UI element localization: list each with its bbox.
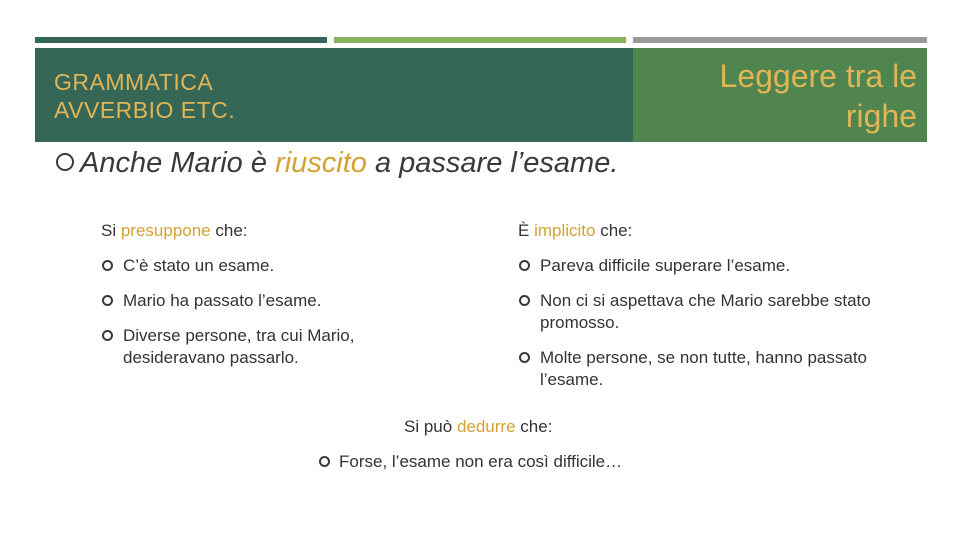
ring-bullet-icon <box>102 260 113 271</box>
ring-bullet-icon <box>519 352 530 363</box>
ring-bullet-icon <box>102 330 113 341</box>
heading-keyword: dedurre <box>456 417 516 436</box>
sentence-rest: a passare l’esame. <box>366 147 619 179</box>
list-item-text: Mario ha passato l’esame. <box>123 291 322 310</box>
slide-title <box>54 68 235 124</box>
accent-bar-gray <box>633 37 927 43</box>
title-line-1: GRAMMATICA <box>54 69 214 95</box>
list-item <box>518 290 888 334</box>
list-item <box>101 255 421 277</box>
subtitle-line-2: righe <box>845 98 917 134</box>
heading-suffix: che: <box>210 221 248 240</box>
deduction-heading <box>404 416 738 438</box>
accent-bar-dark-green <box>35 37 327 43</box>
ring-bullet-icon <box>102 295 113 306</box>
list-item-text: Forse, l’esame non era così difficile… <box>339 452 623 471</box>
list-item <box>318 451 738 473</box>
list-item <box>518 255 888 277</box>
heading-prefix: Si può <box>404 417 457 436</box>
list-item <box>518 347 888 391</box>
heading-keyword: implicito <box>534 221 596 240</box>
title-block <box>35 48 633 142</box>
list-item-text: Pareva difficile superare l’esame. <box>540 256 791 275</box>
implication-column <box>518 220 888 404</box>
subtitle-block <box>633 48 927 142</box>
list-item-text: Diverse persone, tra cui Mario, desideravano passarlo. <box>123 326 355 367</box>
presupposition-heading <box>101 220 421 242</box>
list-item-text: C’è stato un esame. <box>123 256 275 275</box>
ring-bullet-icon <box>56 153 74 171</box>
heading-prefix: È <box>518 221 535 240</box>
implication-heading <box>518 220 888 242</box>
subtitle-line-1: Leggere tra le <box>719 58 917 94</box>
heading-suffix: che: <box>515 417 553 436</box>
accent-bar-light-green <box>334 37 626 43</box>
list-item-text: Molte persone, se non tutte, hanno passato l’esame. <box>540 348 868 389</box>
heading-keyword: presuppone <box>120 221 211 240</box>
sentence-riuscito: riuscito <box>275 147 367 179</box>
title-line-2: AVVERBIO ETC. <box>54 97 236 123</box>
ring-bullet-icon <box>319 456 330 467</box>
presupposition-column <box>101 220 421 382</box>
sentence-mario: Mario è <box>162 147 276 179</box>
ring-bullet-icon <box>519 295 530 306</box>
slide-subtitle <box>720 56 917 136</box>
list-item-text: Non ci si aspettava che Mario sarebbe stato promosso. <box>540 291 871 332</box>
list-item <box>101 290 421 312</box>
ring-bullet-icon <box>519 260 530 271</box>
deduction-section <box>318 416 738 486</box>
sentence-anche: Anche <box>80 147 163 179</box>
heading-prefix: Si <box>101 221 121 240</box>
main-sentence <box>56 147 618 180</box>
heading-suffix: che: <box>595 221 633 240</box>
list-item <box>101 325 421 369</box>
